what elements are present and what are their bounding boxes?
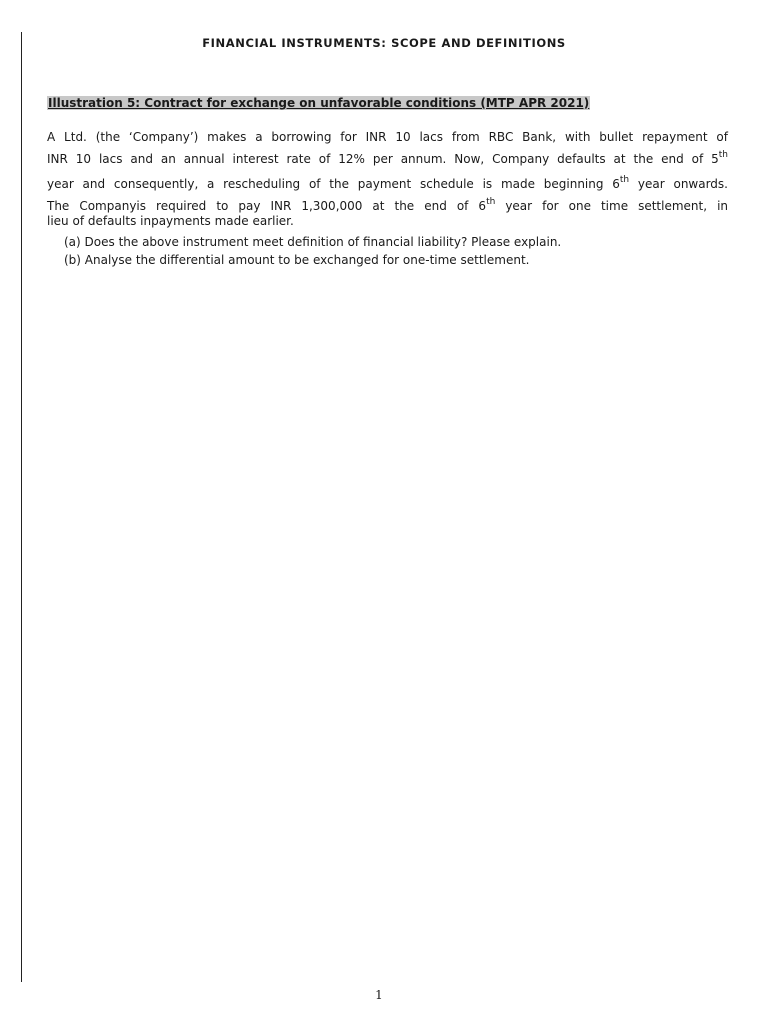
statement-line-3-text: year and consequently, a rescheduling of the payment schedule is made beginning 6 [47,177,620,191]
illustration-title: Illustration 5: Contract for exchange on unfavorable conditions (MTP APR 2021) [48,96,590,110]
ordinal-suffix: th [718,150,728,160]
statement-line-4-tail: year for one time settlement, in [495,199,729,213]
statement-line-3 [47,175,728,200]
ordinal-suffix: th [486,197,496,207]
statement-line-4-text: The Companyis required to pay INR 1,300,000 at the end of 6 [47,199,487,213]
statement-line-5: lieu of defaults inpayments made earlier. [47,214,294,228]
question-list [64,235,561,271]
running-header: FINANCIAL INSTRUMENTS: SCOPE AND DEFINITIONS [202,36,566,50]
page-number: 1 [375,988,383,1002]
statement-line-1: A Ltd. (the ‘Company’) makes a borrowing for INR 10 lacs from RBC Bank, with bullet repayment of [47,130,728,144]
statement-line-4 [47,197,729,215]
statement-line-2-text: INR 10 lacs and an annual interest rate of 12% per annum. Now, Company defaults at the end of 5 [47,152,719,166]
statement-line-3-tail: year onwards. [629,177,728,191]
problem-statement [47,131,728,235]
ordinal-suffix: th [619,175,630,185]
question-item: (a) Does the above instrument meet definition of financial liability? Please explain. [64,235,562,249]
question-item: (b) Analyse the differential amount to be exchanged for one-time settlement. [64,253,530,267]
left-margin-rule [21,32,22,982]
